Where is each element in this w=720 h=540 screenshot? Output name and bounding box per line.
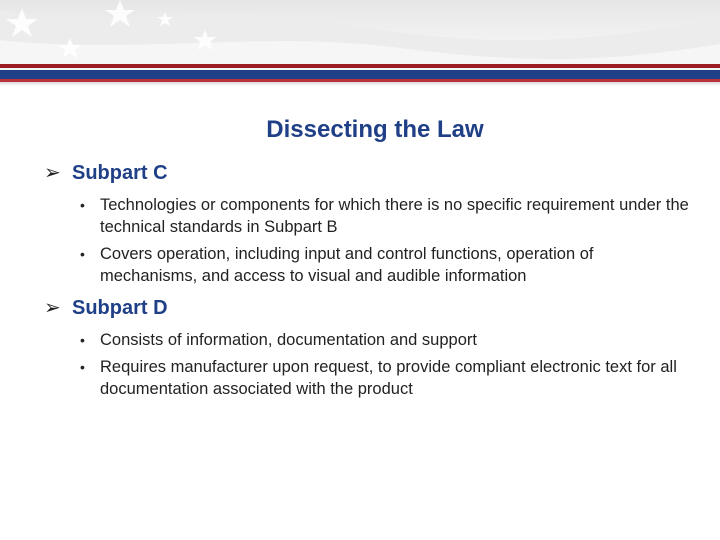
stripe-shadow — [0, 82, 720, 86]
dot-bullet-icon: • — [80, 197, 85, 213]
section-heading: Subpart C — [72, 162, 168, 184]
slide-title: Dissecting the Law — [266, 116, 484, 143]
bullet-text: Consists of information, documentation and support — [100, 331, 477, 349]
level2-item — [80, 356, 694, 400]
dot-bullet-icon: • — [80, 332, 85, 348]
section-subpart-d — [44, 295, 694, 400]
bullet-text: Requires manufacturer upon request, to provide compliant electronic text for all documentation associated with the product — [100, 358, 677, 398]
slide-body — [44, 160, 694, 408]
level1-item — [44, 160, 694, 186]
section-subpart-c — [44, 160, 694, 287]
bullet-text: Covers operation, including input and control functions, operation of mechanisms, and access to visual and audible information — [100, 245, 594, 285]
level2-item — [80, 329, 694, 351]
header-stripes — [0, 64, 720, 86]
flag-stars-banner — [0, 0, 720, 66]
dot-bullet-icon: • — [80, 246, 85, 262]
arrow-bullet-icon: ➢ — [44, 162, 61, 184]
bullet-text: Technologies or components for which there is no specific requirement under the technical standards in Subpart B — [100, 196, 689, 236]
blue-stripe — [0, 70, 720, 79]
level2-item — [80, 194, 694, 238]
level2-item — [80, 243, 694, 287]
flag-banner — [0, 0, 720, 66]
arrow-bullet-icon: ➢ — [44, 297, 61, 319]
dot-bullet-icon: • — [80, 359, 85, 375]
level1-item — [44, 295, 694, 321]
section-heading: Subpart D — [72, 297, 168, 319]
